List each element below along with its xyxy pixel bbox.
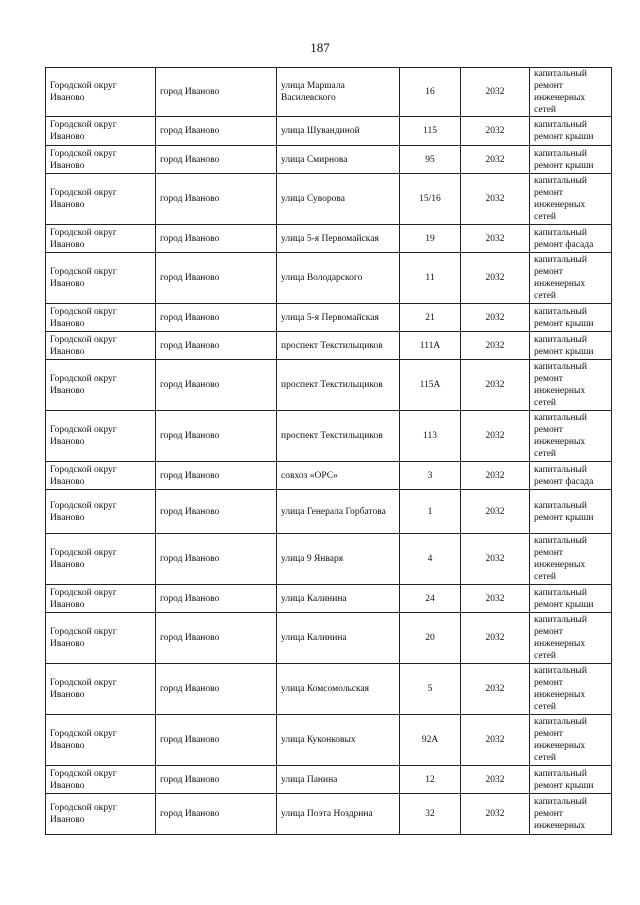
table-row (46, 534, 612, 585)
work-type-cell: капитальный ремонт инженерных сетей (530, 664, 612, 715)
city-cell: город Иваново (156, 225, 277, 253)
table-row (46, 613, 612, 664)
city-cell: город Иваново (156, 794, 277, 835)
year-cell: 2032 (461, 462, 530, 490)
table-row (46, 462, 612, 490)
street-cell: улица Куконковых (277, 715, 400, 766)
work-type-cell: капитальный ремонт инженерных сетей (530, 534, 612, 585)
city-cell: город Иваново (156, 68, 277, 117)
table-row (46, 794, 612, 835)
work-type-cell: капитальный ремонт инженерных сетей (530, 411, 612, 462)
city-cell: город Иваново (156, 174, 277, 225)
street-cell: улица Калинина (277, 613, 400, 664)
city-cell: город Иваново (156, 117, 277, 146)
work-type-cell: капитальный ремонт фасада (530, 225, 612, 253)
work-type-cell: капитальный ремонт инженерных сетей (530, 68, 612, 117)
year-cell: 2032 (461, 304, 530, 332)
year-cell: 2032 (461, 117, 530, 146)
house-cell: 19 (400, 225, 461, 253)
street-cell: улица Калинина (277, 585, 400, 613)
work-type-cell: капитальный ремонт инженерных (530, 794, 612, 835)
okrug-cell: Городской округ Иваново (46, 534, 156, 585)
okrug-cell: Городской округ Иваново (46, 146, 156, 174)
table-row (46, 664, 612, 715)
house-cell: 3 (400, 462, 461, 490)
work-type-cell: капитальный ремонт крыши (530, 585, 612, 613)
table-row (46, 715, 612, 766)
house-cell: 95 (400, 146, 461, 174)
work-type-cell: капитальный ремонт крыши (530, 146, 612, 174)
street-cell: улица Смирнова (277, 146, 400, 174)
okrug-cell: Городской округ Иваново (46, 117, 156, 146)
table-body (46, 68, 612, 835)
city-cell: город Иваново (156, 462, 277, 490)
table-row (46, 117, 612, 146)
city-cell: город Иваново (156, 490, 277, 534)
house-cell: 16 (400, 68, 461, 117)
street-cell: улица Панина (277, 766, 400, 794)
city-cell: город Иваново (156, 304, 277, 332)
street-cell: улица Поэта Ноздрина (277, 794, 400, 835)
street-cell: проспект Текстильщиков (277, 360, 400, 411)
house-cell: 21 (400, 304, 461, 332)
house-cell: 20 (400, 613, 461, 664)
work-type-cell: капитальный ремонт инженерных сетей (530, 360, 612, 411)
city-cell: город Иваново (156, 146, 277, 174)
year-cell: 2032 (461, 174, 530, 225)
housing-repair-table (45, 67, 612, 835)
table-row (46, 253, 612, 304)
okrug-cell: Городской округ Иваново (46, 225, 156, 253)
table-row (46, 411, 612, 462)
table-row (46, 304, 612, 332)
street-cell: улица Комсомольская (277, 664, 400, 715)
house-cell: 24 (400, 585, 461, 613)
table-row (46, 68, 612, 117)
year-cell: 2032 (461, 613, 530, 664)
street-cell: улица Володарского (277, 253, 400, 304)
house-cell: 4 (400, 534, 461, 585)
year-cell: 2032 (461, 360, 530, 411)
year-cell: 2032 (461, 68, 530, 117)
work-type-cell: капитальный ремонт инженерных сетей (530, 174, 612, 225)
table-row (46, 225, 612, 253)
city-cell: город Иваново (156, 613, 277, 664)
page-number: 187 (310, 40, 330, 55)
year-cell: 2032 (461, 411, 530, 462)
work-type-cell: капитальный ремонт крыши (530, 332, 612, 360)
street-cell: улица Маршала Василевского (277, 68, 400, 117)
okrug-cell: Городской округ Иваново (46, 490, 156, 534)
table-row (46, 490, 612, 534)
street-cell: улица Шувандиной (277, 117, 400, 146)
city-cell: город Иваново (156, 332, 277, 360)
year-cell: 2032 (461, 225, 530, 253)
okrug-cell: Городской округ Иваново (46, 794, 156, 835)
table-row (46, 332, 612, 360)
year-cell: 2032 (461, 766, 530, 794)
house-cell: 32 (400, 794, 461, 835)
work-type-cell: капитальный ремонт крыши (530, 490, 612, 534)
work-type-cell: капитальный ремонт инженерных сетей (530, 253, 612, 304)
okrug-cell: Городской округ Иваново (46, 304, 156, 332)
street-cell: совхоз «ОРС» (277, 462, 400, 490)
house-cell: 12 (400, 766, 461, 794)
okrug-cell: Городской округ Иваново (46, 585, 156, 613)
okrug-cell: Городской округ Иваново (46, 462, 156, 490)
work-type-cell: капитальный ремонт крыши (530, 766, 612, 794)
house-cell: 5 (400, 664, 461, 715)
street-cell: улица 5-я Первомайская (277, 304, 400, 332)
work-type-cell: капитальный ремонт инженерных сетей (530, 613, 612, 664)
city-cell: город Иваново (156, 715, 277, 766)
year-cell: 2032 (461, 794, 530, 835)
street-cell: проспект Текстильщиков (277, 411, 400, 462)
house-cell: 92А (400, 715, 461, 766)
year-cell: 2032 (461, 490, 530, 534)
house-cell: 115 (400, 117, 461, 146)
okrug-cell: Городской округ Иваново (46, 360, 156, 411)
city-cell: город Иваново (156, 766, 277, 794)
house-cell: 1 (400, 490, 461, 534)
okrug-cell: Городской округ Иваново (46, 715, 156, 766)
city-cell: город Иваново (156, 360, 277, 411)
house-cell: 15/16 (400, 174, 461, 225)
house-cell: 11 (400, 253, 461, 304)
table-row (46, 360, 612, 411)
table-row (46, 585, 612, 613)
table-row (46, 766, 612, 794)
table-row (46, 146, 612, 174)
year-cell: 2032 (461, 534, 530, 585)
city-cell: город Иваново (156, 253, 277, 304)
year-cell: 2032 (461, 715, 530, 766)
year-cell: 2032 (461, 585, 530, 613)
city-cell: город Иваново (156, 585, 277, 613)
year-cell: 2032 (461, 664, 530, 715)
table-row (46, 174, 612, 225)
street-cell: улица Суворова (277, 174, 400, 225)
city-cell: город Иваново (156, 534, 277, 585)
work-type-cell: капитальный ремонт крыши (530, 304, 612, 332)
okrug-cell: Городской округ Иваново (46, 68, 156, 117)
work-type-cell: капитальный ремонт крыши (530, 117, 612, 146)
okrug-cell: Городской округ Иваново (46, 766, 156, 794)
okrug-cell: Городской округ Иваново (46, 174, 156, 225)
street-cell: улица Генерала Горбатова (277, 490, 400, 534)
street-cell: улица 5-я Первомайская (277, 225, 400, 253)
okrug-cell: Городской округ Иваново (46, 411, 156, 462)
work-type-cell: капитальный ремонт инженерных сетей (530, 715, 612, 766)
house-cell: 113 (400, 411, 461, 462)
year-cell: 2032 (461, 253, 530, 304)
work-type-cell: капитальный ремонт фасада (530, 462, 612, 490)
year-cell: 2032 (461, 146, 530, 174)
street-cell: проспект Текстильщиков (277, 332, 400, 360)
house-cell: 115А (400, 360, 461, 411)
okrug-cell: Городской округ Иваново (46, 253, 156, 304)
city-cell: город Иваново (156, 664, 277, 715)
okrug-cell: Городской округ Иваново (46, 613, 156, 664)
house-cell: 111А (400, 332, 461, 360)
okrug-cell: Городской округ Иваново (46, 332, 156, 360)
street-cell: улица 9 Января (277, 534, 400, 585)
year-cell: 2032 (461, 332, 530, 360)
okrug-cell: Городской округ Иваново (46, 664, 156, 715)
city-cell: город Иваново (156, 411, 277, 462)
